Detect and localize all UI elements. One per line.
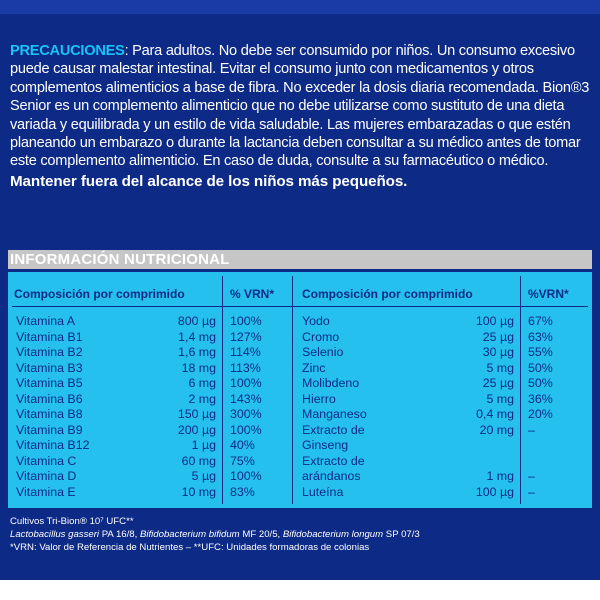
nutrient-name: Vitamina B8	[16, 407, 83, 421]
strain-3-code: SP 07/3	[383, 529, 420, 540]
nutrient-name: Luteína	[302, 484, 344, 499]
footnotes	[10, 515, 594, 554]
nutrient-vrn: 40%	[230, 438, 255, 452]
nutrient-amount: 10 mg	[181, 484, 216, 499]
column-divider-2	[292, 276, 293, 504]
nutrient-name: Zinc	[302, 360, 326, 375]
nutrient-name: Molibdeno	[302, 376, 360, 390]
precautions-block	[10, 42, 594, 191]
nutrient-amount: 5 mg	[486, 360, 514, 375]
nutrient-vrn: 100%	[230, 314, 262, 328]
nutrient-amount: 18 mg	[181, 360, 216, 375]
nutrient-vrn: 127%	[230, 329, 262, 344]
nutrient-vrn: 50%	[528, 376, 553, 390]
nutrient-name: Vitamina B1	[16, 329, 83, 344]
column-divider-1	[222, 276, 223, 504]
nutrient-name: Extracto de	[302, 422, 365, 437]
col-header-vrn-right: %VRN*	[528, 287, 569, 301]
footnote-cultures: Cultivos Tri-Bion® 10⁷ UFC**	[10, 516, 134, 527]
nutrition-header	[8, 250, 592, 269]
nutrient-vrn: 300%	[230, 407, 262, 421]
nutrient-name: Extracto de	[302, 453, 365, 468]
nutrient-amount: 150 µg	[177, 407, 216, 421]
nutrient-name: Vitamina B12	[16, 438, 90, 452]
footnote-strains	[10, 528, 594, 541]
nutrient-vrn: 143%	[230, 391, 262, 406]
nutrient-name: Vitamina E	[16, 484, 76, 499]
bottom-strip	[0, 580, 600, 600]
top-strip	[0, 0, 600, 14]
nutrient-name: Vitamina B3	[16, 360, 83, 375]
nutrient-name: arándanos	[302, 469, 361, 483]
nutrient-name: Manganeso	[302, 407, 367, 421]
nutrient-vrn: 55%	[528, 345, 553, 359]
nutrient-amount: 200 µg	[177, 422, 216, 437]
nutrient-amount: 1,6 mg	[178, 345, 216, 359]
footnote-definitions: *VRN: Valor de Referencia de Nutrientes – **UFC: Unidades formadoras de colonias	[10, 542, 370, 553]
nutrient-vrn: 36%	[528, 391, 553, 406]
nutrient-name: Vitamina B5	[16, 376, 83, 390]
col-header-vrn-left: % VRN*	[230, 287, 275, 301]
nutrient-amount: 2 mg	[188, 391, 216, 406]
nutrient-vrn: 113%	[230, 360, 261, 375]
nutrient-amount: 100 µg	[475, 314, 514, 328]
header-divider	[12, 306, 588, 307]
nutrient-vrn: –	[528, 422, 535, 437]
col-header-composition-left: Composición por comprimido	[14, 287, 185, 301]
nutrient-name: Vitamina B9	[16, 422, 83, 437]
nutrient-vrn: 100%	[230, 422, 262, 437]
nutrient-amount: 1 µg	[191, 438, 216, 452]
strain-1: Lactobacillus gasseri	[10, 529, 100, 540]
nutrient-name: Yodo	[302, 314, 330, 328]
nutrition-table	[8, 272, 592, 508]
column-divider-3	[520, 276, 521, 504]
nutrient-amount: 20 mg	[479, 422, 514, 437]
nutrient-name: Vitamina B6	[16, 391, 83, 406]
nutrient-name: Vitamina C	[16, 453, 77, 468]
nutrition-header-label: INFORMACIÓN NUTRICIONAL	[10, 251, 230, 268]
nutrient-vrn: –	[528, 484, 535, 499]
nutrient-vrn: 75%	[230, 453, 255, 468]
nutrient-vrn: 67%	[528, 314, 553, 328]
nutrient-name: Vitamina A	[16, 314, 76, 328]
nutrient-amount: 0,4 mg	[476, 407, 514, 421]
nutrient-vrn: 83%	[230, 484, 255, 499]
precautions-body: : Para adultos. No debe ser consumido por niños. Un consumo excesivo puede causar malestar intestinal. Evitar el consumo junto con medicamentos y otros complementos alimenticios a base de fibra. No exceder la dosis diaria recomendada. Bion®3 Senior es un complemento alimenticio que no debe utilizarse como sustituto de una dieta variada y equilibrada y un estilo de vida saludable. Las mujeres embarazadas o que estén planeando un embarazo o durante la lactancia deben consultar a su médico antes de tomar este complemento alimenticio. En caso de duda, consulte a su farmacéutico o médico.	[10, 43, 590, 170]
strain-2-code: MF 20/5,	[239, 529, 283, 540]
nutrient-amount: 1 mg	[486, 469, 514, 483]
nutrient-name: Vitamina D	[16, 469, 77, 483]
precautions-title: PRECAUCIONES	[10, 43, 125, 59]
nutrient-vrn: –	[528, 469, 535, 483]
nutrient-vrn: 20%	[528, 407, 553, 421]
nutrient-amount: 25 µg	[482, 376, 514, 390]
nutrient-name: Hierro	[302, 391, 336, 406]
strain-1-code: PA 16/8,	[99, 529, 140, 540]
nutrient-amount: 5 µg	[191, 469, 216, 483]
nutrient-amount: 5 mg	[486, 391, 514, 406]
nutrient-amount: 25 µg	[482, 329, 514, 344]
nutrient-name: Vitamina B2	[16, 345, 83, 359]
nutrient-amount: 100 µg	[475, 484, 514, 499]
nutrient-name: Cromo	[302, 329, 340, 344]
nutrient-amount: 60 mg	[181, 453, 216, 468]
col-header-composition-right: Composición por comprimido	[302, 287, 473, 301]
nutrient-amount: 30 µg	[482, 345, 514, 359]
precautions-warning: Mantener fuera del alcance de los niños más pequeños.	[10, 172, 408, 190]
nutrient-amount: 6 mg	[188, 376, 216, 390]
nutrient-name: Selenio	[302, 345, 344, 359]
nutrient-vrn: 114%	[230, 345, 261, 359]
strain-3: Bifidobacterium longum	[282, 529, 384, 540]
nutrient-vrn: 50%	[528, 360, 553, 375]
nutrient-amount: 800 µg	[177, 314, 216, 328]
nutrient-amount: 1,4 mg	[178, 329, 216, 344]
nutrient-name: Ginseng	[302, 438, 349, 452]
nutrient-vrn: 100%	[230, 376, 262, 390]
nutrient-vrn: 100%	[230, 469, 262, 483]
nutrient-vrn: 63%	[528, 329, 553, 344]
strain-2: Bifidobacterium bifidum	[139, 529, 240, 540]
